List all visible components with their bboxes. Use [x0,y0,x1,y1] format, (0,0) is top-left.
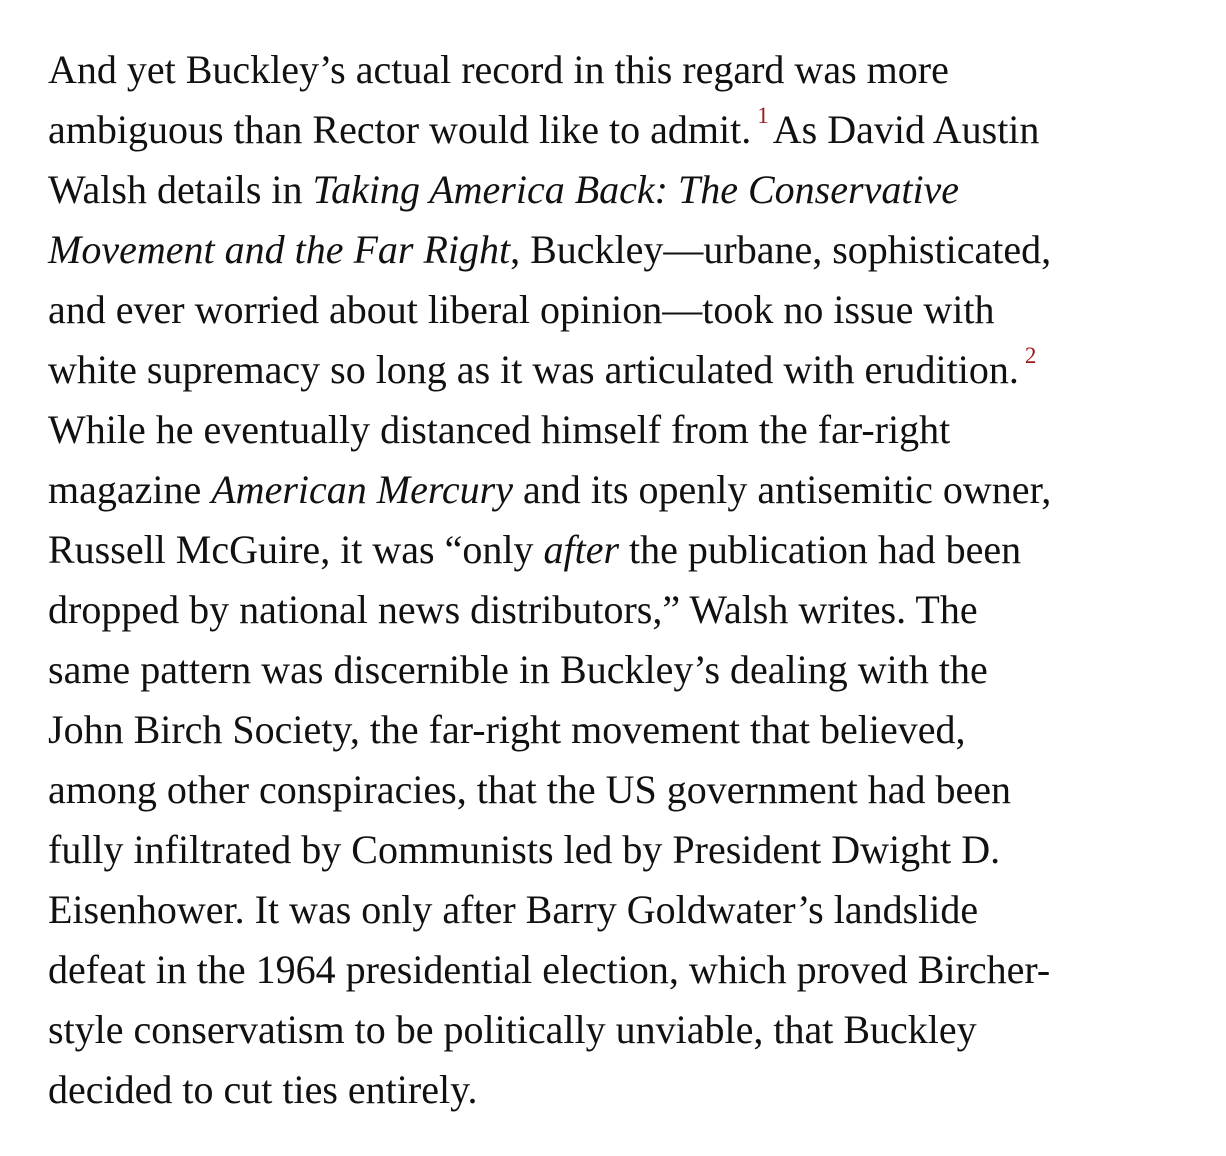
text-run: and ever worried about liberal opinion—took no issue with [48,287,995,332]
text-run: fully infiltrated by Communists led by President Dwight D. [48,827,1001,872]
footnote-ref-2[interactable]: 2 [1024,343,1037,368]
paragraph-line [48,280,1178,340]
text-run: among other conspiracies, that the US government had been [48,767,1012,812]
book-title: Taking America Back: The Conservative [312,167,960,212]
text-run: style conservatism to be politically unviable, that Buckley [48,1007,977,1052]
paragraph-line [48,340,1178,400]
text-run: the publication had been [619,527,1022,572]
paragraph-line [48,460,1178,520]
paragraph-line [48,1060,1178,1120]
paragraph-line [48,520,1178,580]
paragraph-line [48,640,1178,700]
paragraph-line [48,580,1178,640]
text-run: defeat in the 1964 presidential election, which proved Bircher- [48,947,1051,992]
text-run: same pattern was discernible in Buckley’s dealing with the [48,647,988,692]
article-paragraph [48,40,1178,1120]
paragraph-line [48,100,1178,160]
text-run: And yet Buckley’s actual record in this regard was more [48,47,949,92]
paragraph-line [48,880,1178,940]
magazine-title: American Mercury [211,467,513,512]
text-run: , Buckley—urbane, sophisticated, [510,227,1052,272]
text-run: Eisenhower. It was only after Barry Goldwater’s landslide [48,887,979,932]
paragraph-line [48,220,1178,280]
text-run: white supremacy so long as it was articulated with erudition. [48,347,1019,392]
text-run: As David Austin [772,107,1040,152]
paragraph-line [48,1000,1178,1060]
article-body [48,40,1178,1120]
text-run: dropped by national news distributors,” Walsh writes. The [48,587,978,632]
paragraph-line [48,760,1178,820]
text-run: Walsh details in [48,167,313,212]
footnote-ref-1[interactable]: 1 [757,103,769,128]
text-run: magazine [48,467,212,512]
text-run: decided to cut ties entirely. [48,1067,478,1112]
text-run: Russell McGuire, it was “only [48,527,544,572]
book-title-cont: Movement and the Far Right [48,227,511,272]
paragraph-line [48,400,1178,460]
emphasis: after [543,527,620,572]
text-run: and its openly antisemitic owner, [513,467,1052,512]
paragraph-line [48,820,1178,880]
paragraph-line [48,160,1178,220]
paragraph-line [48,940,1178,1000]
paragraph-line [48,700,1178,760]
text-run: John Birch Society, the far-right movement that believed, [48,707,966,752]
text-run: ambiguous than Rector would like to admit. [48,107,752,152]
paragraph-line [48,40,1178,100]
text-run: While he eventually distanced himself from the far-right [48,407,951,452]
